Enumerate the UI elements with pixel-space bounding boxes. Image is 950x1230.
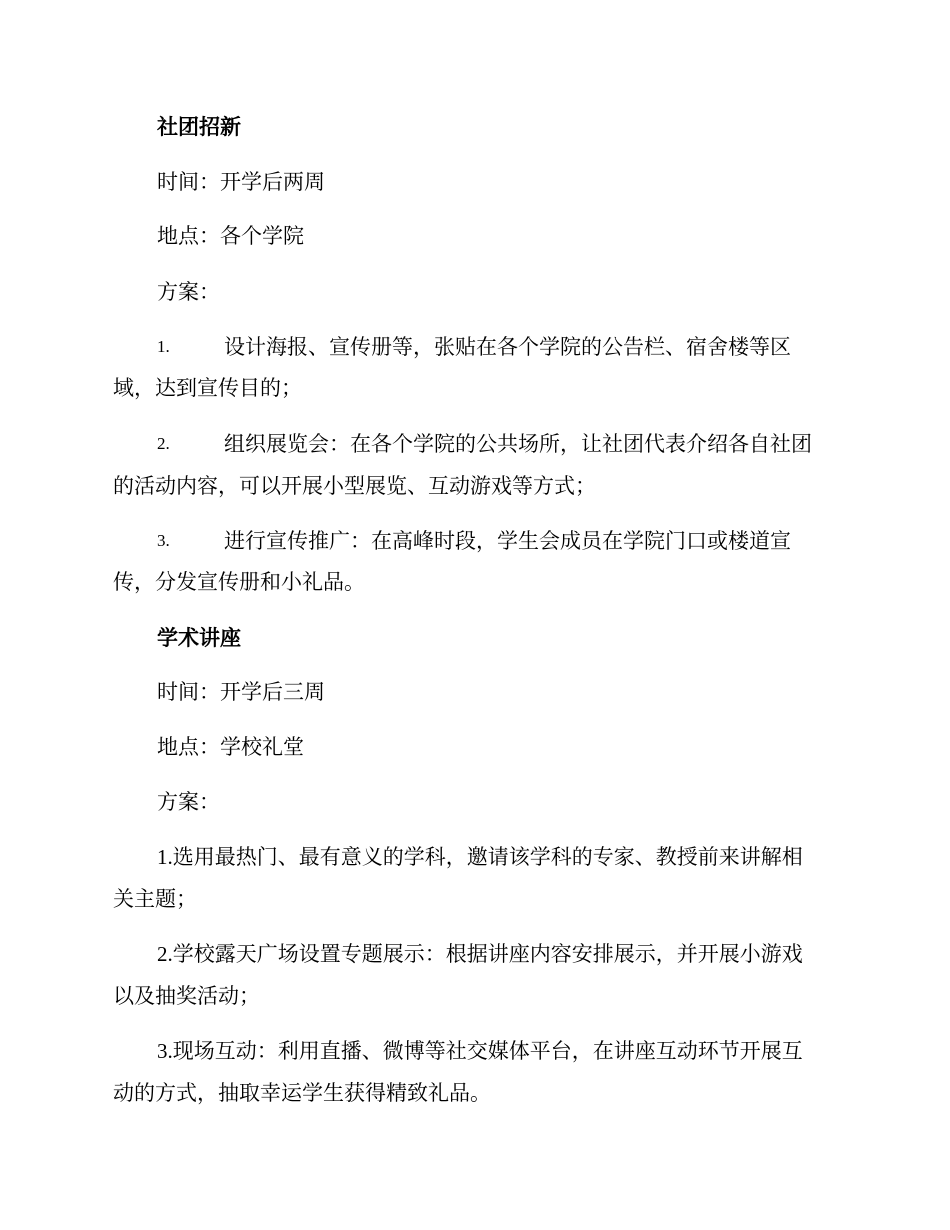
list-item-text-continued: 域，达到宣传目的； (113, 376, 302, 400)
section-heading: 学术讲座 (157, 626, 241, 650)
list-item-text: 选用最热门、最有意义的学科，邀请该学科的专家、教授前来讲解相 (172, 845, 803, 869)
list-item-number: 3. (157, 1039, 173, 1063)
section-plan-label: 方案： (157, 280, 220, 304)
list-item-number: 1. (157, 337, 170, 356)
list-item (157, 1037, 803, 1065)
list-item-text: 组织展览会：在各个学院的公共场所，让社团代表介绍各自社团 (224, 432, 812, 456)
list-item-text-continued: 传，分发宣传册和小礼品。 (113, 570, 365, 594)
list-item-text-continued: 动的方式，抽取幸运学生获得精致礼品。 (113, 1081, 491, 1105)
list-item-text-continued: 以及抽奖活动； (113, 984, 260, 1008)
section-plan-label: 方案： (157, 790, 220, 814)
list-item-number: 2. (157, 434, 170, 453)
section-place: 地点：各个学院 (157, 224, 304, 248)
list-item-text: 进行宣传推广：在高峰时段，学生会成员在学院门口或楼道宣 (224, 529, 791, 553)
section-time: 时间：开学后两周 (157, 170, 325, 194)
list-item-text-continued: 关主题； (113, 887, 197, 911)
list-item-number: 2. (157, 942, 173, 966)
list-item-text: 现场互动：利用直播、微博等社交媒体平台，在讲座互动环节开展互 (172, 1039, 803, 1063)
section-place: 地点：学校礼堂 (157, 735, 304, 759)
list-item (157, 940, 803, 968)
list-item-text-continued: 的活动内容，可以开展小型展览、互动游戏等方式； (113, 474, 596, 498)
list-item-text: 学校露天广场设置专题展示：根据讲座内容安排展示，并开展小游戏 (172, 942, 803, 966)
list-item-text: 设计海报、宣传册等，张贴在各个学院的公告栏、宿舍楼等区 (224, 335, 791, 359)
section-time: 时间：开学后三周 (157, 680, 325, 704)
list-item-number: 1. (157, 845, 173, 869)
section-heading: 社团招新 (157, 115, 241, 139)
list-item-number: 3. (157, 531, 170, 550)
list-item (157, 843, 803, 871)
